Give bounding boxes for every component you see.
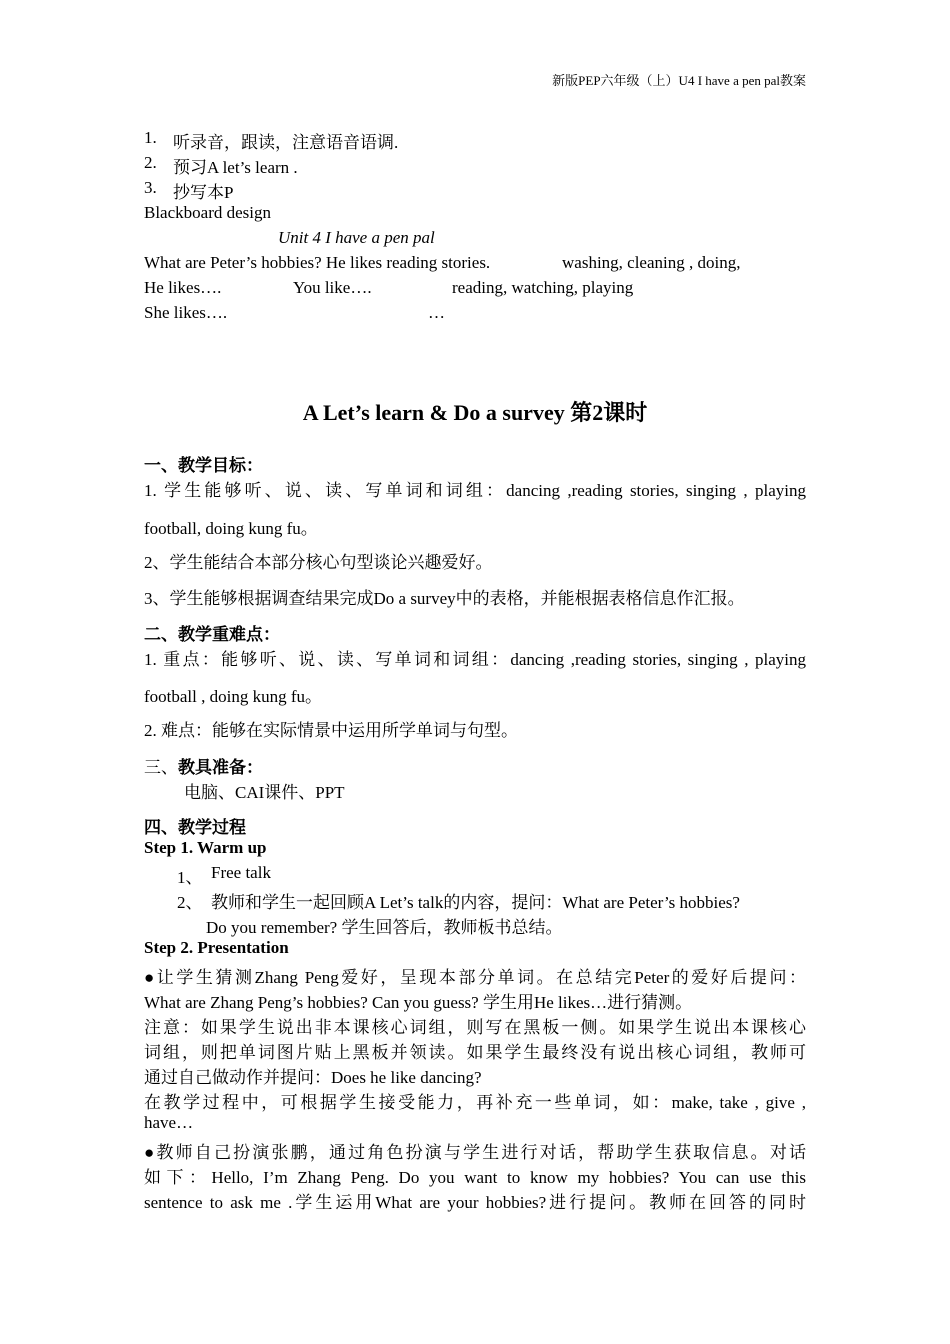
homework-num-3: 3. — [144, 178, 157, 197]
objectives-heading: 一、教学目标： — [144, 456, 263, 475]
blackboard-row1-right: washing, cleaning , doing, — [562, 253, 741, 272]
blackboard-row1-left: What are Peter’s hobbies? He likes reading stories. — [144, 253, 491, 272]
step1-item2-num: 2、 — [177, 893, 203, 912]
lesson-title: A Let’s learn & Do a survey 第2课时 — [302, 400, 648, 425]
paragraph-4-line2: 如下：Hello, I’m Zhang Peng. Do you want to know my hobbies? You can use this — [144, 1168, 806, 1187]
blackboard-row2-right: reading, watching, playing — [452, 278, 634, 297]
homework-item-3: 抄写本P — [173, 183, 234, 202]
homework-num-1: 1. — [144, 128, 157, 147]
paragraph-3-line2: have… — [144, 1113, 194, 1132]
blackboard-row2-left: He likes…. — [144, 278, 222, 297]
paragraph-2-line3: 通过自己做动作并提问：Does he like dancing? — [144, 1068, 482, 1087]
paragraph-4-line3: sentence to ask me .学生运用What are your hobbies?进行提问。教师在回答的同时 — [144, 1193, 806, 1212]
homework-item-1: 听录音，跟读，注意语音语调. — [173, 133, 399, 152]
keypoint-2: 2. 难点：能够在实际情景中运用所学单词与句型。 — [144, 721, 518, 740]
paragraph-2-line2: 词组，则把单词图片贴上黑板并领读。如果学生最终没有说出核心词组，教师可 — [144, 1043, 806, 1062]
paragraph-2-line1: 注意：如果学生说出非本课核心词组，则写在黑板一侧。如果学生说出本课核心 — [144, 1018, 806, 1037]
process-heading: 四、教学过程 — [144, 818, 246, 837]
blackboard-row3-right: … — [428, 303, 445, 322]
step1-item2-line1: 教师和学生一起回顾A Let’s talk的内容，提问：What are Peter’s hobbies? — [211, 893, 740, 912]
page-header: 新版PEP六年级（上）U4 I have a pen pal教案 — [552, 73, 806, 88]
keypoints-heading: 二、教学重难点： — [144, 625, 280, 644]
materials-heading — [144, 753, 263, 778]
paragraph-4-line1: ●教师自己扮演张鹏，通过角色扮演与学生进行对话，帮助学生获取信息。对话 — [144, 1143, 806, 1162]
blackboard-row2-mid: You like…. — [293, 278, 372, 297]
homework-num-2: 2. — [144, 153, 157, 172]
homework-item-2: 预习A let’s learn . — [173, 158, 298, 177]
step1-heading: Step 1. Warm up — [144, 838, 267, 857]
step2-heading: Step 2. Presentation — [144, 938, 289, 957]
blackboard-label: Blackboard design — [144, 203, 271, 222]
keypoint-1-line1: 1. 重点：能够听、说、读、写单词和词组：dancing ,reading stories, singing , playing — [144, 650, 806, 669]
materials-heading-prefix: 三、 — [144, 758, 178, 777]
objective-1-line1: 1. 学生能够听、说、读、写单词和词组：dancing ,reading stories, singing , playing — [144, 481, 806, 500]
blackboard-unit-title: Unit 4 I have a pen pal — [278, 228, 435, 247]
blackboard-row3-left: She likes…. — [144, 303, 228, 322]
materials-heading-text: 教具准备： — [178, 758, 263, 777]
step1-item1: Free talk — [211, 863, 271, 882]
objective-3: 3、学生能够根据调查结果完成Do a survey中的表格，并能根据表格信息作汇报。 — [144, 589, 745, 608]
step1-item1-num: 1、 — [177, 868, 203, 887]
objective-2: 2、学生能结合本部分核心句型谈论兴趣爱好。 — [144, 553, 493, 572]
paragraph-1-line2: What are Zhang Peng’s hobbies? Can you guess? 学生用He likes…进行猜测。 — [144, 993, 693, 1012]
paragraph-3-line1: 在教学过程中，可根据学生接受能力，再补充一些单词，如：make, take , give , — [144, 1093, 806, 1112]
paragraph-1-line1: ●让学生猜测Zhang Peng爱好，呈现本部分单词。在总结完Peter的爱好后提问： — [144, 968, 806, 987]
step1-item2-line2: Do you remember? 学生回答后，教师板书总结。 — [206, 918, 563, 937]
keypoint-1-line2: football , doing kung fu。 — [144, 687, 323, 706]
materials-text: 电脑、CAI课件、PPT — [184, 783, 345, 802]
objective-1-line2: football, doing kung fu。 — [144, 519, 318, 538]
